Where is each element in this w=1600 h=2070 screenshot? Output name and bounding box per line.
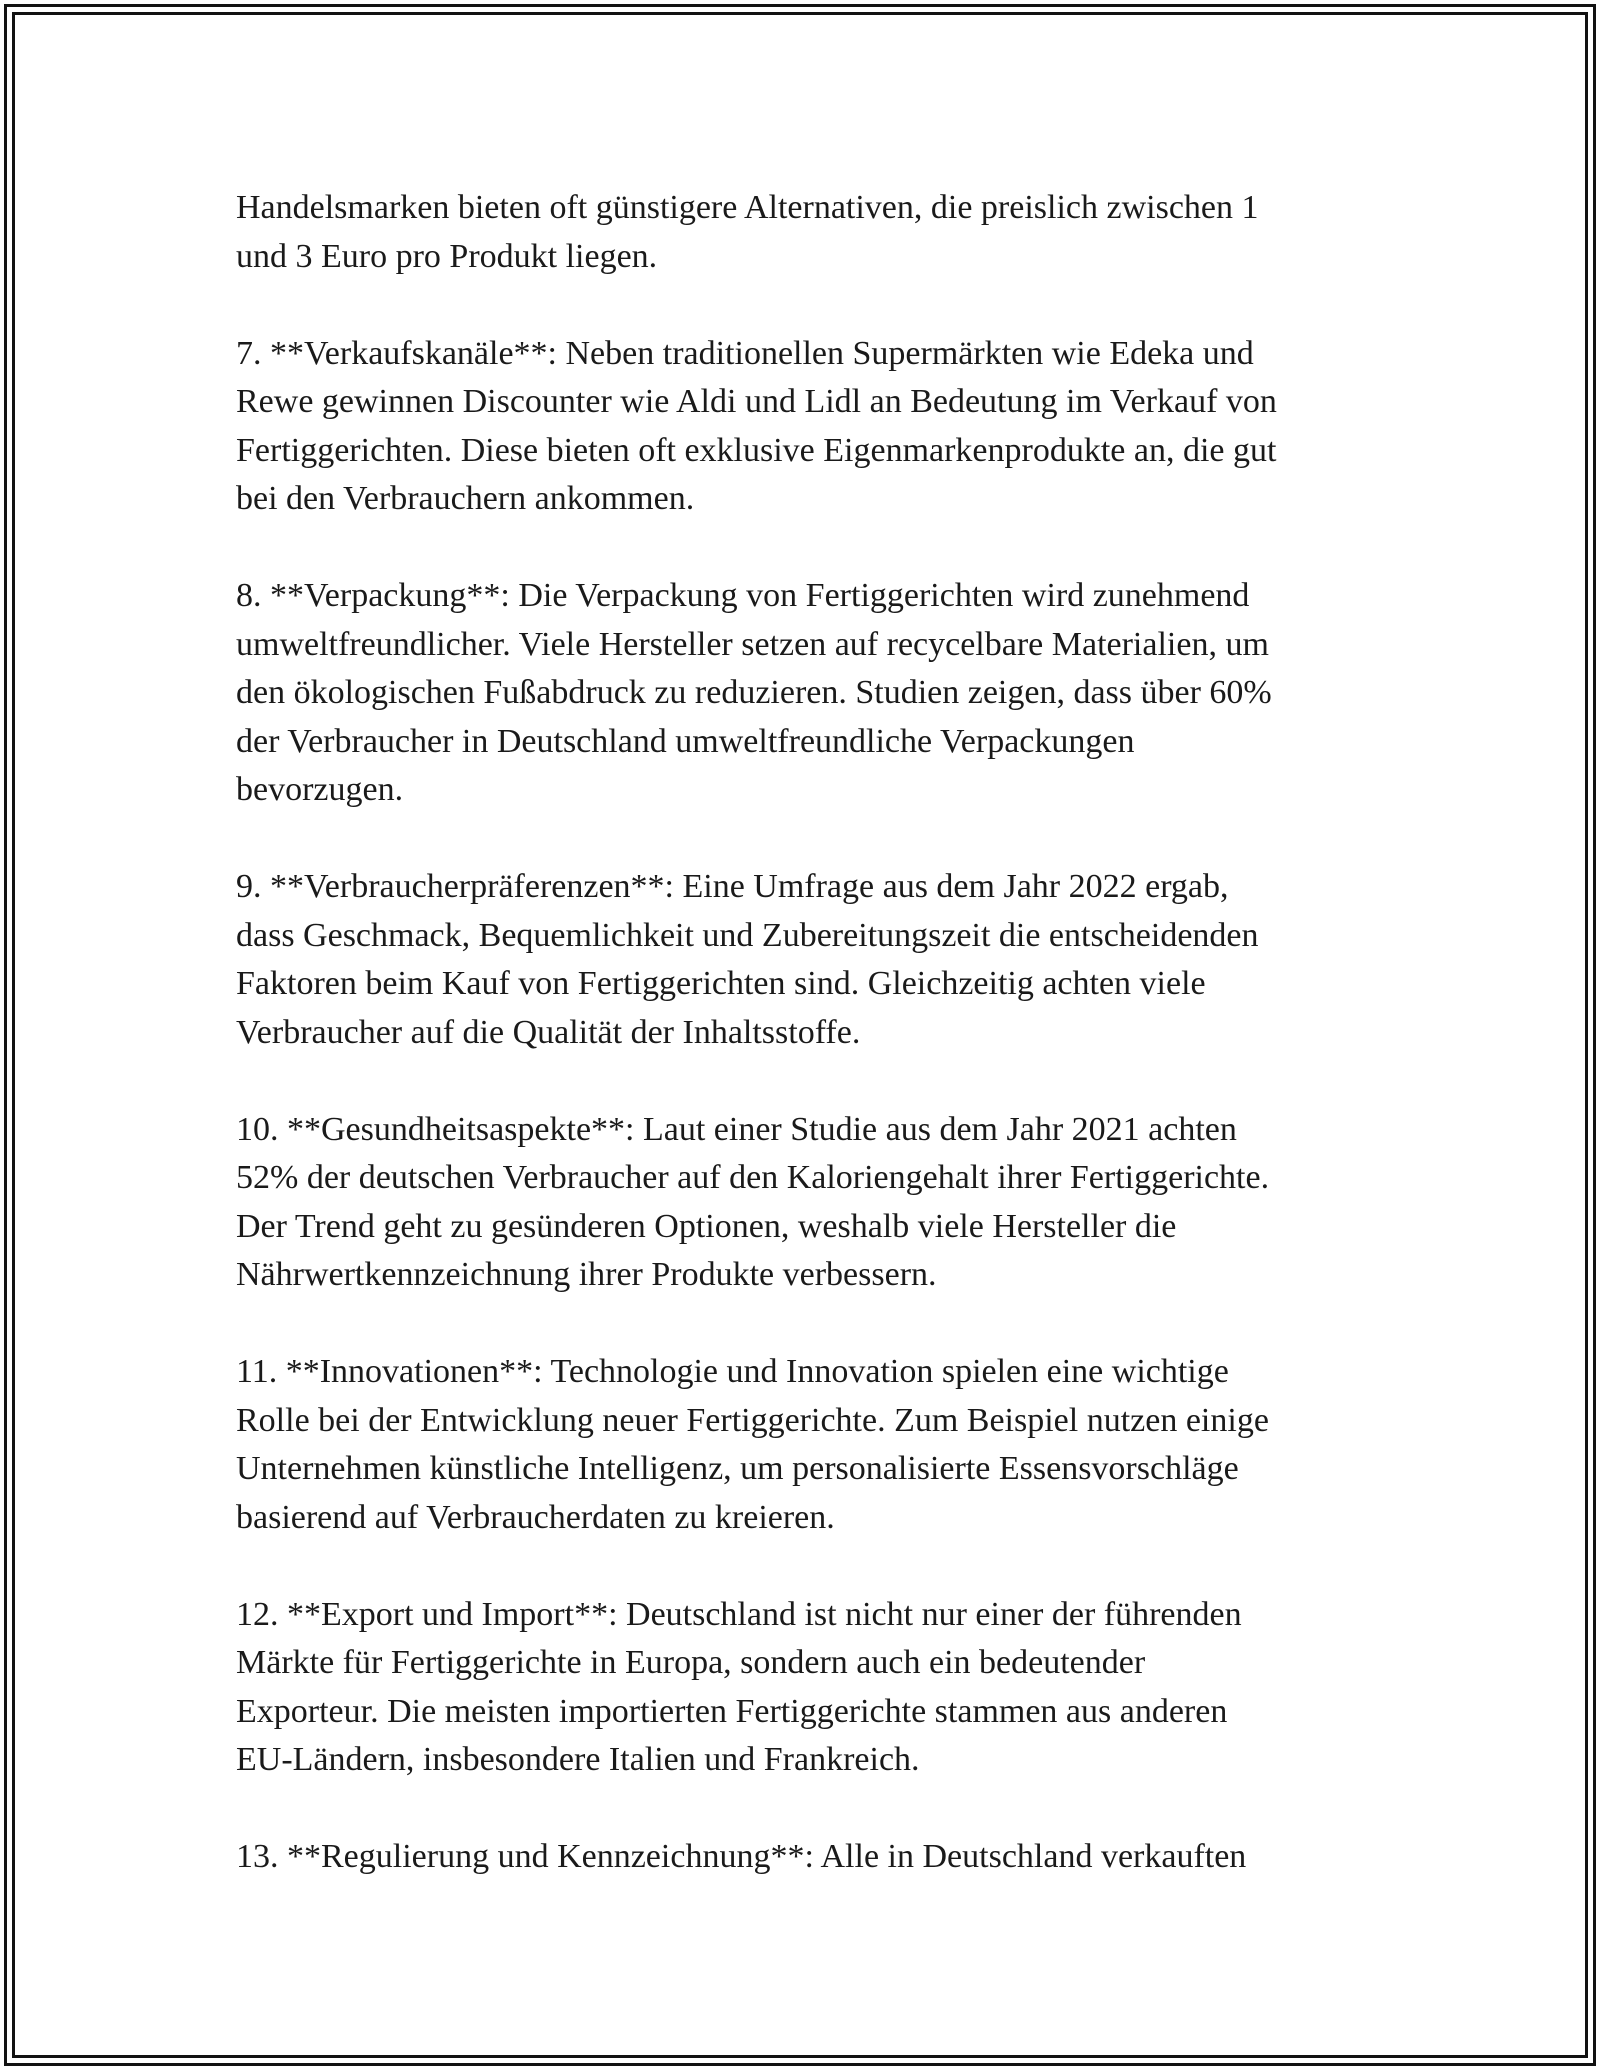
paragraph-gesundheitsaspekte: 10. **Gesundheitsaspekte**: Laut einer Studie aus dem Jahr 2021 achten 52% der deutschen Verbraucher auf den Kaloriengehalt ihrer Fertiggerichte. Der Trend geht zu gesünderen Optionen, weshalb viele Hersteller die Nährwertkennzeichnung ihrer Produkte verbessern. xyxy=(236,1110,1270,1293)
paragraph-handelsmarken: Handelsmarken bieten oft günstigere Alternativen, die preislich zwischen 1 und 3 Euro pro Produkt liegen. xyxy=(236,189,1259,275)
paragraph-verbraucherpraeferenzen: 9. **Verbraucherpräferenzen**: Eine Umfrage aus dem Jahr 2022 ergab, dass Geschmack, Bequemlichkeit und Zubereitungszeit die entscheidenden Faktoren beim Kauf von Fertiggerichten sind. Gleichzeitig achten viele Verbraucher auf die Qualität der Inhaltsstoffe. xyxy=(236,868,1259,1051)
paragraph-innovationen: 11. **Innovationen**: Technologie und Innovation spielen eine wichtige Rolle bei der Entwicklung neuer Fertiggerichte. Zum Beispiel nutzen einige Unternehmen künstliche Intelligenz, um personalisierte Essensvorschläge basierend auf Verbraucherdaten zu kreieren. xyxy=(236,1353,1269,1536)
paragraph-export-import: 12. **Export und Import**: Deutschland ist nicht nur einer der führenden Märkte für Fertiggerichte in Europa, sondern auch ein bedeutender Exporteur. Die meisten importierten Fertiggerichte stammen aus anderen EU-Ländern, insbesondere Italien und Frankreich. xyxy=(236,1595,1242,1778)
paragraph-verpackung: 8. **Verpackung**: Die Verpackung von Fertiggerichten wird zunehmend umweltfreundlicher. Viele Hersteller setzen auf recycelbare Materialien, um den ökologischen Fußabdruck zu reduzieren. Studien zeigen, dass über 60% der Verbraucher in Deutschland umweltfreundliche Verpackungen bevorzugen. xyxy=(236,577,1272,808)
document-body xyxy=(236,184,1376,1882)
paragraph-verkaufskanaele: 7. **Verkaufskanäle**: Neben traditionellen Supermärkten wie Edeka und Rewe gewinnen Discounter wie Aldi und Lidl an Bedeutung im Verkauf von Fertiggerichten. Diese bieten oft exklusive Eigenmarkenprodukte an, die gut bei den Verbrauchern ankommen. xyxy=(236,334,1277,517)
paragraph-regulierung: 13. **Regulierung und Kennzeichnung**: Alle in Deutschland verkauften xyxy=(236,1838,1247,1875)
